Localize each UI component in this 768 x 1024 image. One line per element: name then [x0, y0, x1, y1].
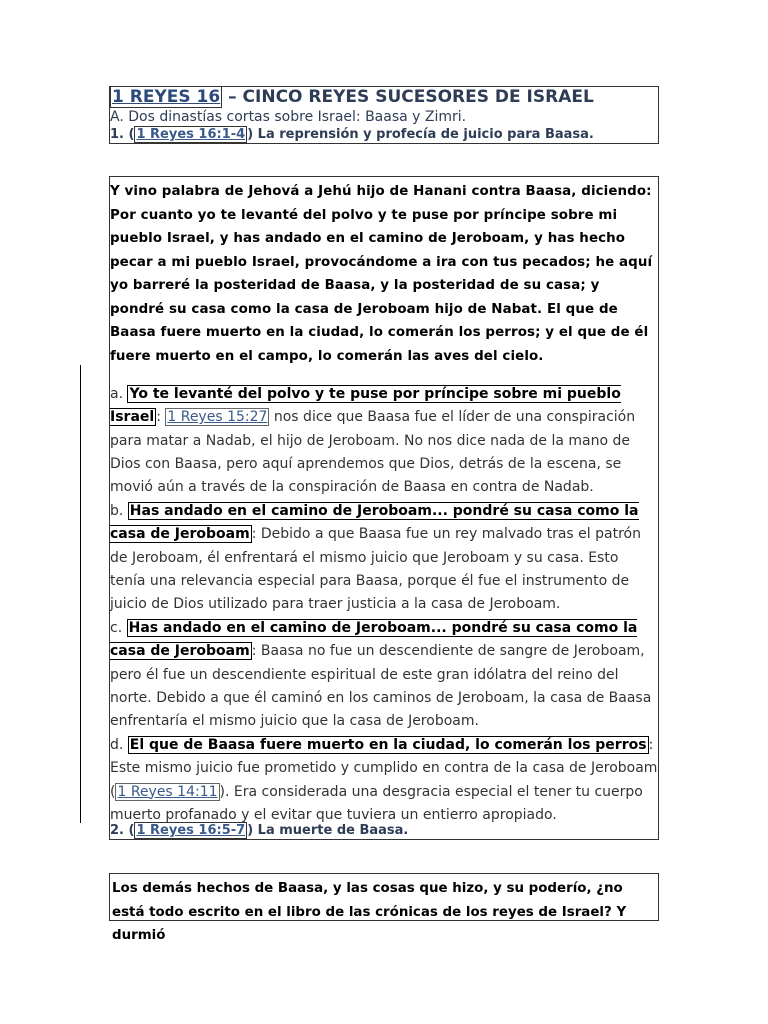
- scripture-passage-2: Los demás hechos de Baasa, y las cosas que hizo, y su poderío, ¿no está todo escrito en el libro de las crónicas de los reyes de Israel? Y durmió: [112, 881, 627, 943]
- commentary-a-highlight: Yo te levanté del polvo y te puse por príncipe sobre mi pueblo Israel: [110, 386, 621, 426]
- commentary-d-text-1: : Este mismo juicio fue prometido y cumplido en contra de la casa de Jeroboam (: [110, 737, 658, 800]
- commentary-d-text-2: ). Era considerada una desgracia especial el tener tu cuerpo muerto profanado y el evitar que tuviera un entierro apropiado.: [110, 783, 643, 823]
- chapter-link[interactable]: 1 REYES 16: [112, 87, 221, 107]
- commentary-b: [110, 500, 658, 616]
- commentary-d: [110, 734, 658, 827]
- point-1-ref-link[interactable]: 1 Reyes 16:1-4: [136, 127, 246, 142]
- commentary-a: [110, 383, 658, 499]
- commentary-b-text: : Debido a que Baasa fue un rey malvado tras el patrón de Jeroboam, él enfrentará el mismo juicio que Jeroboam y su casa. Esto tenía una relevancia especial para Baasa, porque él fue el instrumento de juicio de Dios utilizado para traer justicia a la casa de Jeroboam.: [110, 526, 641, 613]
- point-2-text: ) La muerte de Baasa.: [247, 823, 409, 838]
- commentary-c-prefix: c.: [110, 620, 127, 636]
- commentary-c: [110, 617, 658, 733]
- commentary-b-highlight: Has andado en el camino de Jeroboam... pondré su casa como la casa de Jeroboam: [110, 503, 639, 543]
- commentary-d-highlight: El que de Baasa fuere muerto en la ciudad, lo comerán los perros: [129, 737, 647, 753]
- commentary-a-text: nos dice que Baasa fue el líder de una conspiración para matar a Nadab, el hijo de Jeroboam. No nos dice nada de la mano de Dios con Baasa, pero aquí aprendemos que Dios, detrás de la escena, se movió aún a través de la conspiración de Baasa en contra de Nadab.: [110, 409, 636, 496]
- point-1-prefix: 1. (: [110, 127, 135, 142]
- commentary-c-highlight: Has andado en el camino de Jeroboam... pondré su casa como la casa de Jeroboam: [110, 620, 638, 660]
- commentary-c-text: : Baasa no fue un descendiente de sangre de Jeroboam, pero él fue un descendiente espiritual de este gran idólatra del reino del norte. Debido a que él caminó en los caminos de Jeroboam, la casa de Baasa enfrentaría el mismo juicio que la casa de Jeroboam.: [110, 643, 652, 730]
- scripture-passage-1: Y vino palabra de Jehová a Jehú hijo de Hanani contra Baasa, diciendo: Por cuanto yo te levanté del polvo y te puse por príncipe sobre mi pueblo Israel, y has andado en el camino de Jeroboam, y has hecho pecar a mi pueblo Israel, provocándome a ira con tus pecados; he aquí yo barreré la posteridad de Baasa, y la posteridad de su casa; y pondré su casa como la casa de Jeroboam hijo de Nabat. El que de Baasa fuere muerto en la ciudad, lo comerán los perros; y el que de él fuere muerto en el campo, lo comerán las aves del cielo.: [110, 184, 653, 364]
- commentary-d-ref-link[interactable]: 1 Reyes 14:11: [117, 783, 218, 800]
- commentary-a-sep: :: [156, 409, 166, 426]
- commentary-a-ref-link[interactable]: 1 Reyes 15:27: [167, 409, 268, 426]
- commentary-d-prefix: d.: [110, 737, 128, 753]
- page-title: [110, 86, 594, 108]
- section-subtitle: A. Dos dinastías cortas sobre Israel: Baasa y Zimri.: [110, 109, 467, 125]
- commentary-a-prefix: a.: [110, 386, 128, 402]
- point-2-ref-link[interactable]: 1 Reyes 16:5-7: [136, 823, 246, 838]
- margin-line: [80, 365, 81, 823]
- point-2-heading: [110, 822, 408, 840]
- point-2-prefix: 2. (: [110, 823, 135, 838]
- point-1-text: ) La reprensión y profecía de juicio para Baasa.: [247, 127, 594, 142]
- title-text: – CINCO REYES SUCESORES DE ISRAEL: [222, 87, 594, 107]
- point-1-heading: [110, 126, 594, 144]
- commentary-b-prefix: b.: [110, 503, 128, 519]
